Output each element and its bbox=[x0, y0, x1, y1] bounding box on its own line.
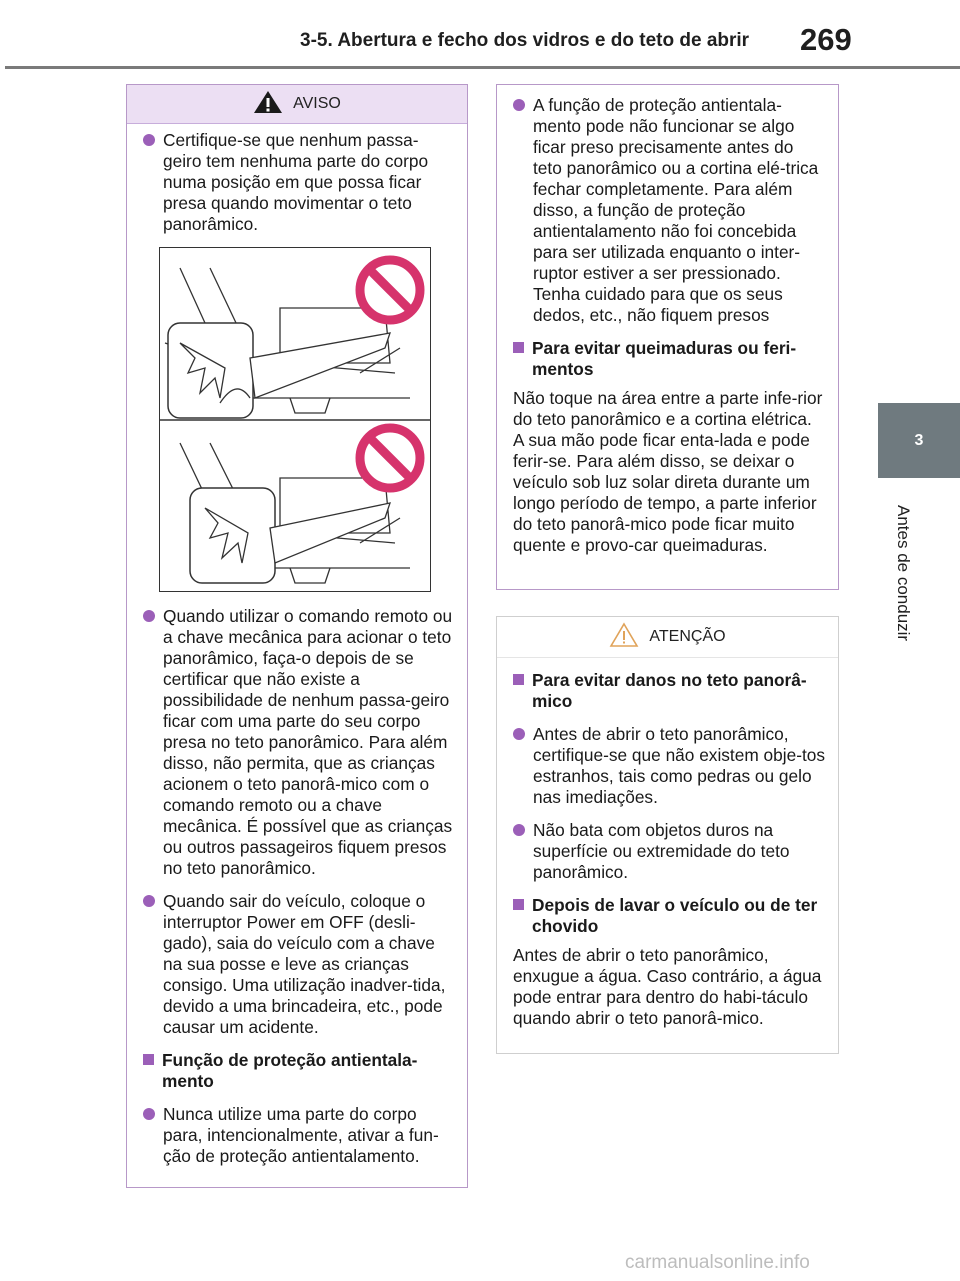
list-item-text: Não bata com objetos duros na superfície ou extremidade do teto panorâmico. bbox=[533, 820, 790, 882]
list-item-text: Antes de abrir o teto panorâmico, certifique-se que não existem obje-tos estranhos, tais como pedras ou gelo nas imediações. bbox=[533, 724, 826, 807]
prohibition-icon bbox=[360, 260, 420, 320]
chapter-tab bbox=[878, 403, 960, 478]
chapter-label bbox=[878, 478, 928, 668]
hand-caught-bottom bbox=[190, 488, 275, 583]
warning-box-header bbox=[127, 85, 467, 124]
subheading-text: Função de proteção antientala-mento bbox=[162, 1050, 418, 1091]
subheading bbox=[513, 895, 826, 937]
square-bullet-icon bbox=[143, 1054, 154, 1065]
list-item-text: Nunca utilize uma parte do corpo para, intencionalmente, ativar a fun-ção de proteção antientalamento. bbox=[163, 1104, 439, 1166]
square-bullet-icon bbox=[513, 674, 524, 685]
sunroof-illustration bbox=[159, 247, 431, 592]
square-bullet-icon bbox=[513, 342, 524, 353]
caution-box-body bbox=[497, 658, 838, 1029]
warning-title: AVISO bbox=[293, 95, 341, 112]
list-item bbox=[143, 891, 455, 1038]
chapter-number: 3 bbox=[914, 431, 924, 449]
warning-triangle-icon bbox=[253, 90, 283, 119]
paragraph: Não toque na área entre a parte infe-rior do teto panorâmico e a cortina elétrica. A sua mão pode ficar enta-lada e pode ferir-se. Para além disso, se deixar o veículo sob luz solar direta durante um longo período de tempo, a parte inferior do teto panorâ-mico pode ficar muito quente e provo-car queimaduras. bbox=[513, 388, 823, 555]
bullet-icon bbox=[513, 99, 525, 111]
list-item-text: A função de proteção antientala-mento pode não funcionar se algo ficar preso precisamente antes do teto panorâmico ou a cortina elé-trica fechar completamente. Para além disso, a função de proteção antientalamento não foi concebida para ser utilizada enquanto o inter-ruptor estiver a ser pressionado. Tenha cuidado para que os seus dedos, etc., não fiquem presos bbox=[533, 95, 819, 325]
list-item bbox=[513, 724, 826, 808]
list-item bbox=[143, 606, 455, 879]
bullet-icon bbox=[143, 895, 155, 907]
warning-box-continued-body bbox=[497, 85, 838, 556]
list-item bbox=[513, 820, 826, 883]
caution-triangle-icon bbox=[609, 622, 639, 653]
subheading bbox=[513, 670, 826, 712]
page-number: 269 bbox=[800, 22, 852, 57]
paragraph: Antes de abrir o teto panorâmico, enxugue a água. Caso contrário, a água pode entrar para dentro do habi-táculo quando abrir o teto panorâ-mico. bbox=[513, 945, 822, 1028]
list-item bbox=[143, 130, 455, 235]
list-item bbox=[143, 1104, 455, 1167]
bullet-icon bbox=[143, 1108, 155, 1120]
bullet-icon bbox=[143, 134, 155, 146]
list-item-text: Certifique-se que nenhum passa-geiro tem nenhuma parte do corpo numa posição em que possa ficar presa quando movimentar o teto panorâmico. bbox=[163, 130, 429, 234]
warning-box-continued bbox=[496, 84, 839, 590]
section-title: 3-5. Abertura e fecho dos vidros e do teto de abrir bbox=[300, 30, 750, 51]
warning-box bbox=[126, 84, 468, 1188]
subheading bbox=[513, 338, 826, 380]
bullet-icon bbox=[513, 824, 525, 836]
subheading bbox=[143, 1050, 455, 1092]
subheading-text: Para evitar queimaduras ou feri-mentos bbox=[532, 338, 797, 379]
subheading-text: Para evitar danos no teto panorâ-mico bbox=[532, 670, 807, 711]
chapter-title: Antes de conduzir bbox=[894, 504, 913, 642]
caution-title: ATENÇÃO bbox=[649, 628, 726, 645]
list-item-text: Quando utilizar o comando remoto ou a chave mecânica para acionar o teto panorâmico, faça-o depois de se certificar que não existe a possibilidade de nenhum passa-geiro ficar com uma parte do seu corpo presa no teto panorâmico. Para além disso, não permita, que as crianças acionem o teto panorâ-mico com o comando remoto ou a chave mecânica. É possível que as crianças ou outros passageiros fiquem presos no teto panorâmico. bbox=[163, 606, 453, 878]
header-divider bbox=[5, 66, 960, 69]
list-item-text: Quando sair do veículo, coloque o interruptor Power em OFF (desli-gado), saia do veículo com a chave na sua posse e leve as crianças consigo. Uma utilização inadver-tida, devido a uma brincadeira, etc., pode causar um acidente. bbox=[163, 891, 446, 1037]
warning-box-body bbox=[127, 124, 467, 1167]
subheading-text: Depois de lavar o veículo ou de ter chovido bbox=[532, 895, 818, 936]
prohibition-icon bbox=[360, 428, 420, 488]
hand-caught-top bbox=[168, 323, 253, 418]
watermark: carmanualsonline.info bbox=[625, 1252, 810, 1273]
list-item bbox=[513, 95, 826, 326]
caution-box bbox=[496, 616, 839, 1054]
caution-box-header bbox=[497, 617, 838, 658]
bullet-icon bbox=[513, 728, 525, 740]
square-bullet-icon bbox=[513, 899, 524, 910]
bullet-icon bbox=[143, 610, 155, 622]
